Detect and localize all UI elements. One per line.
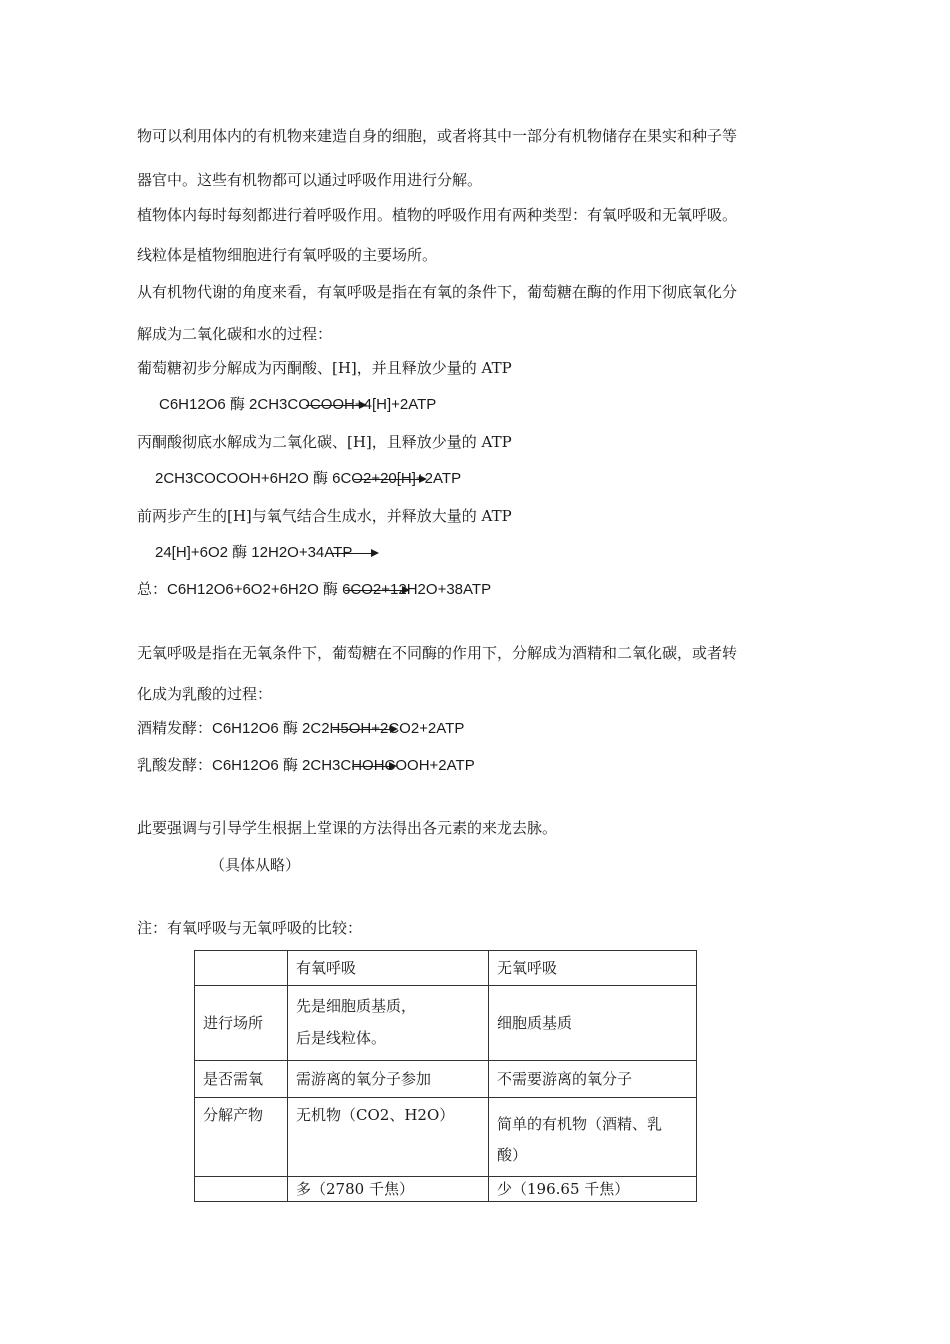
equation-alcohol-fermentation: 酒精发酵：C6H12O6 酶 2C2H5OH+2CO2+2ATP <box>137 720 465 737</box>
reaction-arrow <box>354 479 424 480</box>
table-row <box>195 1061 697 1098</box>
table-header-anaerobic: 无氧呼吸 <box>489 951 697 986</box>
paragraph-line: 从有机物代谢的角度来看，有氧呼吸是指在有氧的条件下，葡萄糖在酶的作用下彻底氧化分 <box>137 283 738 301</box>
table-cell: 需游离的氧分子参加 <box>288 1061 489 1098</box>
table-header-aerobic: 有氧呼吸 <box>288 951 489 986</box>
paragraph-line: 解成为二氧化碳和水的过程： <box>137 325 333 343</box>
table-cell <box>489 1098 697 1177</box>
paragraph-line: 器官中。这些有机物都可以通过呼吸作用进行分解。 <box>137 171 483 189</box>
table-cell <box>195 951 288 986</box>
paragraph-line: 无氧呼吸是指在无氧条件下，葡萄糖在不同酶的作用下，分解成为酒精和二氧化碳，或者转 <box>137 644 738 662</box>
paragraph-line: （具体从略） <box>210 856 301 874</box>
table-cell: 分解产物 <box>195 1098 288 1177</box>
comparison-table <box>194 950 697 1202</box>
table-row <box>195 1098 697 1177</box>
paragraph-line: 植物体内每时每刻都进行着呼吸作用。植物的呼吸作用有两种类型：有氧呼吸和无氧呼吸。 <box>137 206 738 224</box>
equation-lactic-fermentation: 乳酸发酵：C6H12O6 酶 2CH3CHOHCOOH+2ATP <box>137 757 475 774</box>
reaction-arrow <box>333 729 395 730</box>
paragraph-line: 此要强调与引导学生根据上堂课的方法得出各元素的来龙去脉。 <box>137 819 558 837</box>
cell-line: 后是线粒体。 <box>296 1029 387 1047</box>
paragraph-line: 线粒体是植物细胞进行有氧呼吸的主要场所。 <box>137 246 438 264</box>
table-header-row <box>195 951 697 986</box>
reaction-arrow <box>345 590 407 591</box>
table-cell: 无机物（CO2、H2O） <box>288 1098 489 1177</box>
equation-glycolysis: C6H12O6 酶 2CH3COCOOH+4[H]+2ATP <box>159 396 437 413</box>
reaction-arrow <box>330 553 376 554</box>
table-cell: 是否需氧 <box>195 1061 288 1098</box>
paragraph-line: 前两步产生的[H]与氧气结合生成水，并释放大量的 ATP <box>137 507 512 525</box>
cell-line: 先是细胞质基质， <box>296 997 417 1015</box>
table-cell <box>195 1177 288 1202</box>
table-cell: 少（196.65 千焦） <box>489 1177 697 1202</box>
table-row <box>195 1177 697 1202</box>
equation-total: 总：C6H12O6+6O2+6H2O 酶 6CO2+12H2O+38ATP <box>137 581 492 598</box>
reaction-arrow <box>306 405 364 406</box>
table-cell: 多（2780 千焦） <box>288 1177 489 1202</box>
paragraph-line: 物可以利用体内的有机物来建造自身的细胞，或者将其中一部分有机物储存在果实和种子等 <box>137 127 738 145</box>
equation-water-formation: 24[H]+6O2 酶 12H2O+34ATP <box>155 544 353 561</box>
paragraph-line: 丙酮酸彻底水解成为二氧化碳、[H]，且释放少量的 ATP <box>137 433 512 451</box>
table-caption: 注：有氧呼吸与无氧呼吸的比较： <box>137 919 363 937</box>
cell-line: 酸） <box>497 1146 528 1164</box>
table-cell: 进行场所 <box>195 986 288 1061</box>
reaction-arrow <box>352 766 394 767</box>
table-cell <box>288 986 489 1061</box>
cell-line: 简单的有机物（酒精、乳 <box>497 1115 663 1133</box>
table-cell: 不需要游离的氧分子 <box>489 1061 697 1098</box>
table-cell: 细胞质基质 <box>489 986 697 1061</box>
equation-pyruvate-breakdown: 2CH3COCOOH+6H2O 酶 6CO2+20[H]+2ATP <box>155 470 462 487</box>
paragraph-line: 葡萄糖初步分解成为丙酮酸、[H]，并且释放少量的 ATP <box>137 359 512 377</box>
paragraph-line: 化成为乳酸的过程： <box>137 685 273 703</box>
table-row <box>195 986 697 1061</box>
